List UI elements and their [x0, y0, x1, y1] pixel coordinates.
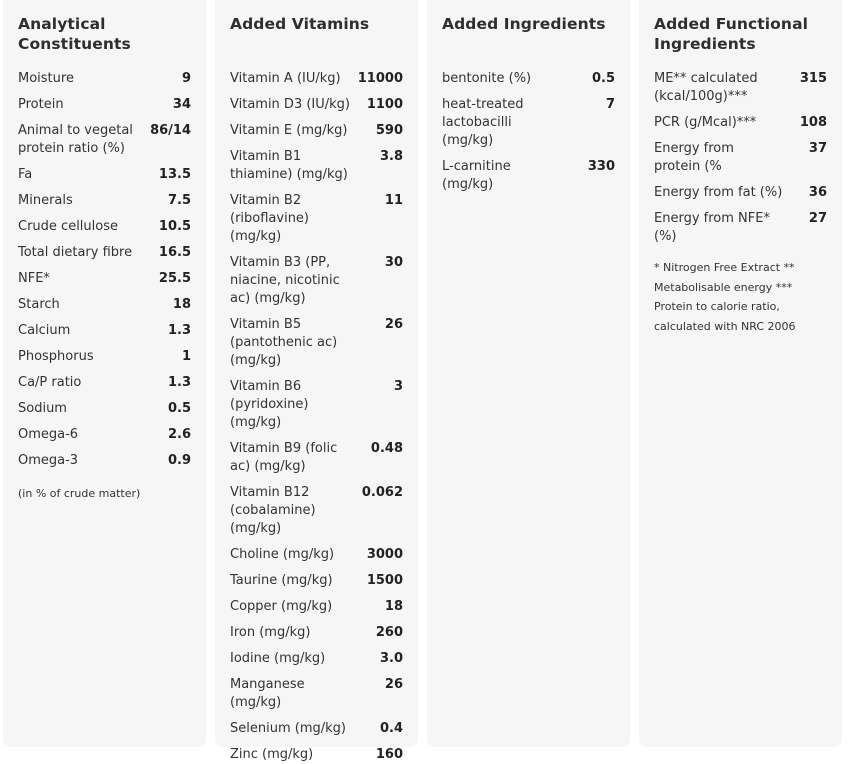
row-label: Starch — [18, 297, 60, 312]
table-row — [230, 122, 403, 140]
row-label: Omega-6 — [18, 427, 79, 442]
table-row — [18, 166, 191, 184]
row-value: 3.8 — [379, 149, 403, 164]
row-label: Manganese (mg/kg) — [230, 677, 305, 710]
row-label: Sodium — [18, 401, 67, 416]
table-row — [18, 96, 191, 114]
row-value: 34 — [172, 97, 191, 112]
row-label: Total dietary fibre — [18, 245, 133, 260]
row-label: Vitamin B9 (folic ac) (mg/kg) — [230, 441, 338, 474]
analytical-note: (in % of crude matter) — [18, 487, 141, 500]
table-row — [230, 484, 403, 538]
row-value: 11000 — [357, 71, 403, 86]
table-row — [18, 270, 191, 288]
row-label: Copper (mg/kg) — [230, 599, 333, 614]
table-row — [230, 572, 403, 590]
row-value: 0.5 — [167, 401, 191, 416]
row-value: 0.062 — [361, 485, 403, 500]
row-value: 0.4 — [379, 721, 403, 736]
row-label: Vitamin B1 thiamine) (mg/kg) — [230, 149, 348, 182]
table-row — [230, 192, 403, 246]
row-value: 590 — [375, 123, 403, 138]
row-value: 1100 — [366, 97, 403, 112]
row-label: Vitamin B12 (cobalamine) (mg/kg) — [230, 485, 316, 536]
table-row — [442, 96, 615, 150]
table-row — [230, 440, 403, 476]
row-label: Vitamin B3 (PP, niacine, nicotinic ac) (mg/kg) — [230, 255, 340, 306]
row-label: Taurine (mg/kg) — [230, 573, 333, 588]
table-row — [230, 598, 403, 616]
row-label: Minerals — [18, 193, 73, 208]
row-value: 1.3 — [167, 323, 191, 338]
row-value: 30 — [384, 255, 403, 270]
table-row — [18, 322, 191, 340]
table-row — [442, 70, 615, 88]
row-value: 1500 — [366, 573, 403, 588]
row-label: Phosphorus — [18, 349, 94, 364]
table-row — [18, 192, 191, 210]
table-row — [230, 378, 403, 432]
table-row — [230, 254, 403, 308]
row-value: 86/14 — [150, 123, 191, 138]
row-value: 0.48 — [370, 441, 403, 456]
row-value: 37 — [808, 141, 827, 156]
row-value: 27 — [808, 211, 827, 226]
row-value: 26 — [384, 677, 403, 692]
row-value: 7.5 — [167, 193, 191, 208]
row-label: Energy from protein (% — [654, 141, 734, 174]
row-value: 36 — [808, 185, 827, 200]
analytical-constituents-title: Analytical Constituents — [18, 15, 131, 53]
row-label: bentonite (%) — [442, 71, 532, 86]
added-ingredients-title: Added Ingredients — [442, 15, 606, 33]
table-row — [18, 426, 191, 444]
row-label: Selenium (mg/kg) — [230, 721, 346, 736]
row-label: Vitamin B5 (pantothenic ac) (mg/kg) — [230, 317, 338, 368]
table-row — [230, 96, 403, 114]
row-value: 16.5 — [158, 245, 191, 260]
row-label: Calcium — [18, 323, 71, 338]
row-value: 25.5 — [158, 271, 191, 286]
table-row — [654, 140, 827, 176]
table-row — [18, 348, 191, 366]
row-value: 3 — [393, 379, 403, 394]
row-label: Moisture — [18, 71, 74, 86]
table-row — [230, 624, 403, 642]
row-value: 108 — [799, 115, 827, 130]
analytical-rows — [18, 70, 191, 470]
functional-rows — [654, 70, 827, 246]
table-row — [18, 122, 191, 158]
row-label: Animal to vegetal protein ratio (%) — [18, 123, 133, 156]
table-row — [230, 546, 403, 564]
row-value: 9 — [181, 71, 191, 86]
row-value: 1 — [181, 349, 191, 364]
vitamins-rows — [230, 70, 403, 764]
row-value: 2.6 — [167, 427, 191, 442]
row-value: 3000 — [366, 547, 403, 562]
row-value: 315 — [799, 71, 827, 86]
row-label: Choline (mg/kg) — [230, 547, 335, 562]
row-label: Crude cellulose — [18, 219, 118, 234]
table-row — [230, 70, 403, 88]
row-label: Iron (mg/kg) — [230, 625, 311, 640]
table-row — [230, 148, 403, 184]
row-label: Vitamin D3 (IU/kg) — [230, 97, 350, 112]
row-label: heat-treated lactobacilli (mg/kg) — [442, 97, 524, 148]
table-row — [230, 316, 403, 370]
row-label: Omega-3 — [18, 453, 79, 468]
row-value: 0.5 — [591, 71, 615, 86]
row-label: Energy from fat (%) — [654, 185, 783, 200]
row-label: Vitamin E (mg/kg) — [230, 123, 348, 138]
table-row — [18, 296, 191, 314]
row-value: 13.5 — [158, 167, 191, 182]
row-label: L-carnitine (mg/kg) — [442, 159, 511, 192]
ingredients-rows — [442, 70, 615, 194]
table-row — [18, 218, 191, 236]
added-vitamins-title: Added Vitamins — [230, 15, 370, 33]
row-label: NFE* — [18, 271, 50, 286]
row-value: 3.0 — [379, 651, 403, 666]
added-ingredients-column — [427, 0, 630, 747]
table-row — [18, 400, 191, 418]
added-functional-ingredients-title: Added Functional Ingredients — [654, 15, 809, 53]
table-row — [654, 210, 827, 246]
row-value: 11 — [384, 193, 403, 208]
row-label: Vitamin A (IU/kg) — [230, 71, 341, 86]
row-value: 10.5 — [158, 219, 191, 234]
analytical-constituents-column — [3, 0, 206, 747]
table-row — [654, 114, 827, 132]
row-label: Ca/P ratio — [18, 375, 82, 390]
table-row — [230, 746, 403, 764]
row-value: 18 — [384, 599, 403, 614]
row-value: 7 — [605, 97, 615, 112]
table-row — [654, 70, 827, 106]
table-row — [18, 452, 191, 470]
row-value: 1.3 — [167, 375, 191, 390]
table-row — [230, 676, 403, 712]
row-label: ME** calculated (kcal/100g)*** — [654, 71, 758, 104]
table-row — [654, 184, 827, 202]
added-functional-ingredients-column — [639, 0, 842, 747]
row-value: 160 — [375, 747, 403, 762]
table-row — [442, 158, 615, 194]
row-value: 18 — [172, 297, 191, 312]
row-label: Fa — [18, 167, 33, 182]
row-value: 330 — [587, 159, 615, 174]
row-label: Energy from NFE*(%) — [654, 211, 770, 244]
row-label: Protein — [18, 97, 64, 112]
table-row — [18, 244, 191, 262]
row-label: Iodine (mg/kg) — [230, 651, 326, 666]
table-row — [18, 70, 191, 88]
functional-footnote: * Nitrogen Free Extract ** Metabolisable energy *** Protein to calorie ratio, calculated with NRC 2006 — [654, 261, 796, 333]
row-label: Vitamin B6 (pyridoxine) (mg/kg) — [230, 379, 309, 430]
row-value: 0.9 — [167, 453, 191, 468]
row-value: 260 — [375, 625, 403, 640]
row-label: Zinc (mg/kg) — [230, 747, 314, 762]
row-value: 26 — [384, 317, 403, 332]
table-row — [18, 374, 191, 392]
row-label: Vitamin B2 (riboflavine) (mg/kg) — [230, 193, 310, 244]
added-vitamins-column — [215, 0, 418, 762]
table-row — [230, 650, 403, 668]
row-label: PCR (g/Mcal)*** — [654, 115, 757, 130]
table-row — [230, 720, 403, 738]
